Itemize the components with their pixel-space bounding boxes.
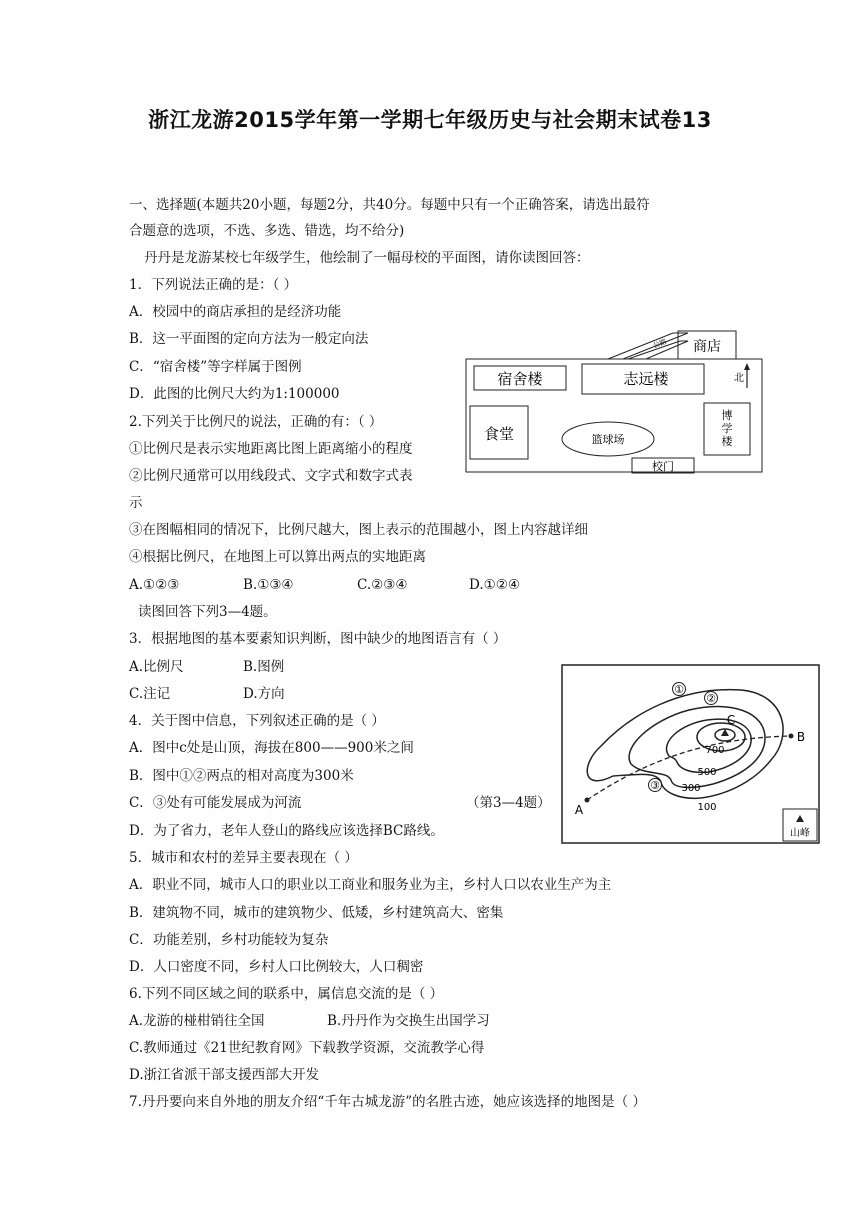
q4-option-a: A．图中c处是山顶，海拔在800——900米之间 [129,740,414,756]
q2-statement-2: ②比例尺通常可以用线段式、文字式和数字式表 [129,468,413,484]
q7-stem: 7.丹丹要向来自外地的朋友介绍“千年古城龙游”的名胜古迹，她应该选择的地图是（ ） [129,1094,646,1110]
page-title: 浙江龙游2015学年第一学期七年级历史与社会期末试卷13 [148,108,712,132]
contour-map-frame [562,665,819,843]
q6-option-d: D.浙江省派干部支援西部大开发 [129,1067,320,1083]
q2-option-a: A.①②③ [129,577,180,593]
elevation-300-label: 300 [681,783,701,794]
q5-option-d: D．人口密度不同，乡村人口比例较大，人口稠密 [129,959,424,975]
figure-caption-q3-4: （第3—4题） [466,795,551,811]
q2-option-b: B.①③④ [243,577,294,593]
museum-label-1: 博 [721,409,733,422]
elevation-700-label: 700 [705,745,725,756]
q2-option-c: C.②③④ [357,577,408,593]
q2-options [129,576,520,594]
q2-stem: 2.下列关于比例尺的说法，正确的有：（ ） [129,414,383,430]
q1-option-a: A．校园中的商店承担的是经济功能 [129,304,342,320]
q1-option-b: B．这一平面图的定向方法为一般定向法 [129,331,369,347]
q3-options-row-2 [129,685,285,703]
campus-plan-map [460,326,770,476]
q4-option-b: B．图中①②两点的相对高度为300米 [129,768,354,784]
q6-stem: 6.下列不同区域之间的联系中，属信息交流的是（ ） [129,986,444,1002]
q1-option-d: D．此图的比例尺大约为1:100000 [129,386,340,402]
q1-option-c: C．“宿舍楼”等字样属于图例 [129,359,302,375]
contour-map [561,664,821,846]
point-a-label: A [574,803,584,817]
canteen-label: 食堂 [483,425,515,443]
legend-peak-label: 山峰 [790,828,810,839]
q3-option-b: B.图例 [243,659,285,675]
q6-options-row-1 [129,1012,490,1030]
point-c-label: C [726,713,736,727]
q6-option-b: B.丹丹作为交换生出国学习 [327,1013,490,1029]
q2-statement-2-cont: 示 [129,495,143,511]
section-instruction-line-1: 一、选择题(本题共20小题，每题2分，共40分。每题中只有一个正确答案，请选出最符 [129,197,650,213]
q2-option-d: D.①②④ [469,577,520,593]
section-instruction-line-2: 合题意的选项，不选、多选、错选，均不给分) [129,223,405,239]
q4-stem: 4．关于图中信息，下列叙述正确的是（ ） [129,713,385,729]
q3-stem: 3．根据地图的基本要素知识判断，图中缺少的地图语言有（ ） [129,631,507,647]
road-label: 公路 [651,337,668,350]
point-b-dot [789,734,794,739]
q5-stem: 5．城市和农村的差异主要表现在（ ） [129,850,358,866]
point-3-label: ③ [650,779,660,792]
q3-option-d: D.方向 [243,686,285,702]
point-a-dot [585,798,590,803]
q2-statement-1: ①比例尺是表示实地距离比图上距离缩小的程度 [129,441,413,457]
elevation-100-label: 100 [697,802,717,813]
q2-statement-3: ③在图幅相同的情况下，比例尺越大，图上表示的范围越小，图上内容越详细 [129,522,588,538]
gate-label: 校门 [652,460,674,473]
north-label: 北 [734,373,744,384]
point-1-label: ① [674,683,684,696]
q3-option-a: A.比例尺 [129,659,184,675]
q6-option-c: C.教师通过《21世纪教育网》下载教学资源，交流教学心得 [129,1040,485,1056]
shop-label: 商店 [693,339,721,355]
point-b-label: B [796,730,806,744]
dorm-label: 宿舍楼 [497,370,543,388]
q5-option-b: B．建筑物不同，城市的建筑物少、低矮，乡村建筑高大、密集 [129,905,504,921]
q2-statement-4: ④根据比例尺，在地图上可以算出两点的实地距离 [129,549,426,565]
q4-option-d: D．为了省力，老年人登山的路线应该选择BC路线。 [129,823,444,839]
museum-label-2: 学 [721,422,733,435]
q1-stem: 1．下列说法正确的是：（ ） [129,277,298,293]
intro-campus: 丹丹是龙游某校七年级学生，他绘制了一幅母校的平面图，请你读图回答： [144,250,590,266]
intro-q3-4: 读图回答下列3—4题。 [138,604,277,620]
museum-label-3: 楼 [721,435,733,448]
north-arrowhead-icon [744,363,750,370]
q4-option-c: C．③处有可能发展成为河流 [129,795,302,811]
q3-option-c: C.注记 [129,686,171,702]
q5-option-c: C．功能差别，乡村功能较为复杂 [129,932,329,948]
zhiyuan-label: 志远楼 [623,370,669,388]
q5-option-a: A．职业不同，城市人口的职业以工商业和服务业为主，乡村人口以农业生产为主 [129,877,612,893]
q3-options-row-1 [129,658,284,676]
elevation-500-label: 500 [697,767,717,778]
court-label: 篮球场 [591,433,625,446]
q6-option-a: A.龙游的椪柑销往全国 [129,1013,265,1029]
point-2-label: ② [706,692,716,705]
